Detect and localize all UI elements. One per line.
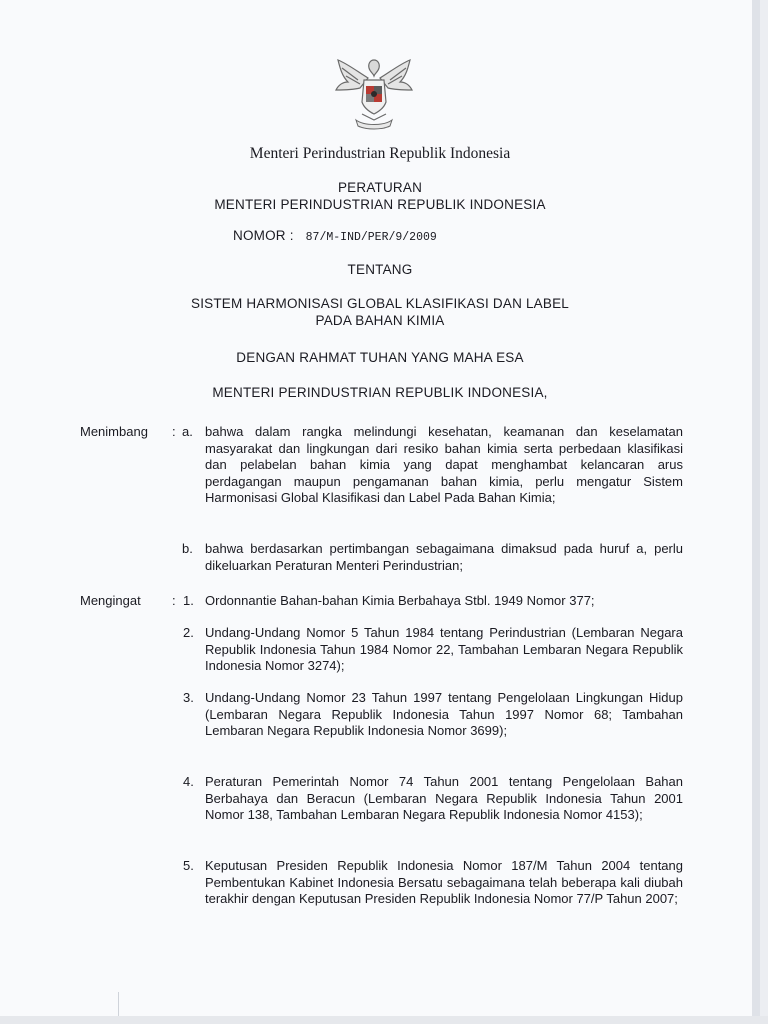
nomor-row xyxy=(233,228,437,244)
mengingat-marker-3: 3. xyxy=(183,690,194,705)
mengingat-colon: : xyxy=(172,593,176,608)
mengingat-marker-1: 1. xyxy=(183,593,194,608)
mengingat-label: Mengingat xyxy=(80,593,141,608)
nomor-value: 87/M-IND/PER/9/2009 xyxy=(305,231,437,244)
issuer-heading: MENTERI PERINDUSTRIAN REPUBLIK INDONESIA xyxy=(214,197,546,212)
mengingat-item-5: Keputusan Presiden Republik Indonesia Nomor 187/M Tahun 2004 tentang Pembentukan Kabinet Indonesia Bersatu sebagaimana telah beberapa kali diubah terakhir dengan Keputusan Presiden Republik Indonesia Nomor 77/P Tahun 2007; xyxy=(205,858,683,906)
subject-line-2: PADA BAHAN KIMIA xyxy=(315,313,445,328)
menimbang-marker-b: b. xyxy=(182,541,193,556)
mengingat-item-4: Peraturan Pemerintah Nomor 74 Tahun 2001 tentang Pengelolaan Bahan Berbahaya dan Beracun (Lembaran Negara Republik Indonesia Tahun 2001 Nomor 138, Tambahan Lembaran Negara Republik Indonesia Nomor 4153); xyxy=(205,774,683,822)
subject-line-1: SISTEM HARMONISASI GLOBAL KLASIFIKASI DAN LABEL xyxy=(190,296,569,311)
menimbang-item-a: bahwa dalam rangka melindungi kesehatan, keamanan dan keselamatan masyarakat dan lingkungan dari resiko bahan kimia serta perbedaan klasifikasi dan pelabelan bahan kimia yang dapat menghambat kelancaran arus perdagangan maupun pengamanan bahan kimia, perlu mengatur Sistem Harmonisasi Global Klasifikasi dan Label Pada Bahan Kimia; xyxy=(205,424,683,505)
ministry-letterhead: Menteri Perindustrian Republik Indonesia xyxy=(249,145,511,162)
menimbang-marker-a: a. xyxy=(182,424,193,439)
issuer-title-heading: MENTERI PERINDUSTRIAN REPUBLIK INDONESIA, xyxy=(212,385,548,400)
menimbang-label: Menimbang xyxy=(80,424,148,439)
menimbang-colon: : xyxy=(172,424,176,439)
invocation-heading: DENGAN RAHMAT TUHAN YANG MAHA ESA xyxy=(236,350,524,365)
mengingat-item-2: Undang-Undang Nomor 5 Tahun 1984 tentang Perindustrian (Lembaran Negara Republik Indonesia Tahun 1984 Nomor 22, Tambahan Lembaran Negara Republik Indonesia Nomor 3274); xyxy=(205,625,683,673)
mengingat-marker-2: 2. xyxy=(183,625,194,640)
mengingat-marker-5: 5. xyxy=(183,858,194,873)
page-bottom-edge xyxy=(0,1016,768,1024)
doc-type-heading: PERATURAN xyxy=(337,180,423,195)
mengingat-marker-4: 4. xyxy=(183,774,194,789)
mengingat-item-1: Ordonnantie Bahan-bahan Kimia Berbahaya Stbl. 1949 Nomor 377; xyxy=(205,593,595,608)
garuda-emblem-icon xyxy=(328,50,420,134)
menimbang-item-b: bahwa berdasarkan pertimbangan sebagaimana dimaksud pada huruf a, perlu dikeluarkan Peraturan Menteri Perindustrian; xyxy=(205,541,683,573)
nomor-label: NOMOR : xyxy=(233,228,294,243)
mengingat-item-3: Undang-Undang Nomor 23 Tahun 1997 tentang Pengelolaan Lingkungan Hidup (Lembaran Negara Republik Indonesia Tahun 1997 Nomor 68; Tambahan Lembaran Negara Republik Indonesia Nomor 3699); xyxy=(205,690,683,738)
tentang-heading: TENTANG xyxy=(347,262,413,277)
